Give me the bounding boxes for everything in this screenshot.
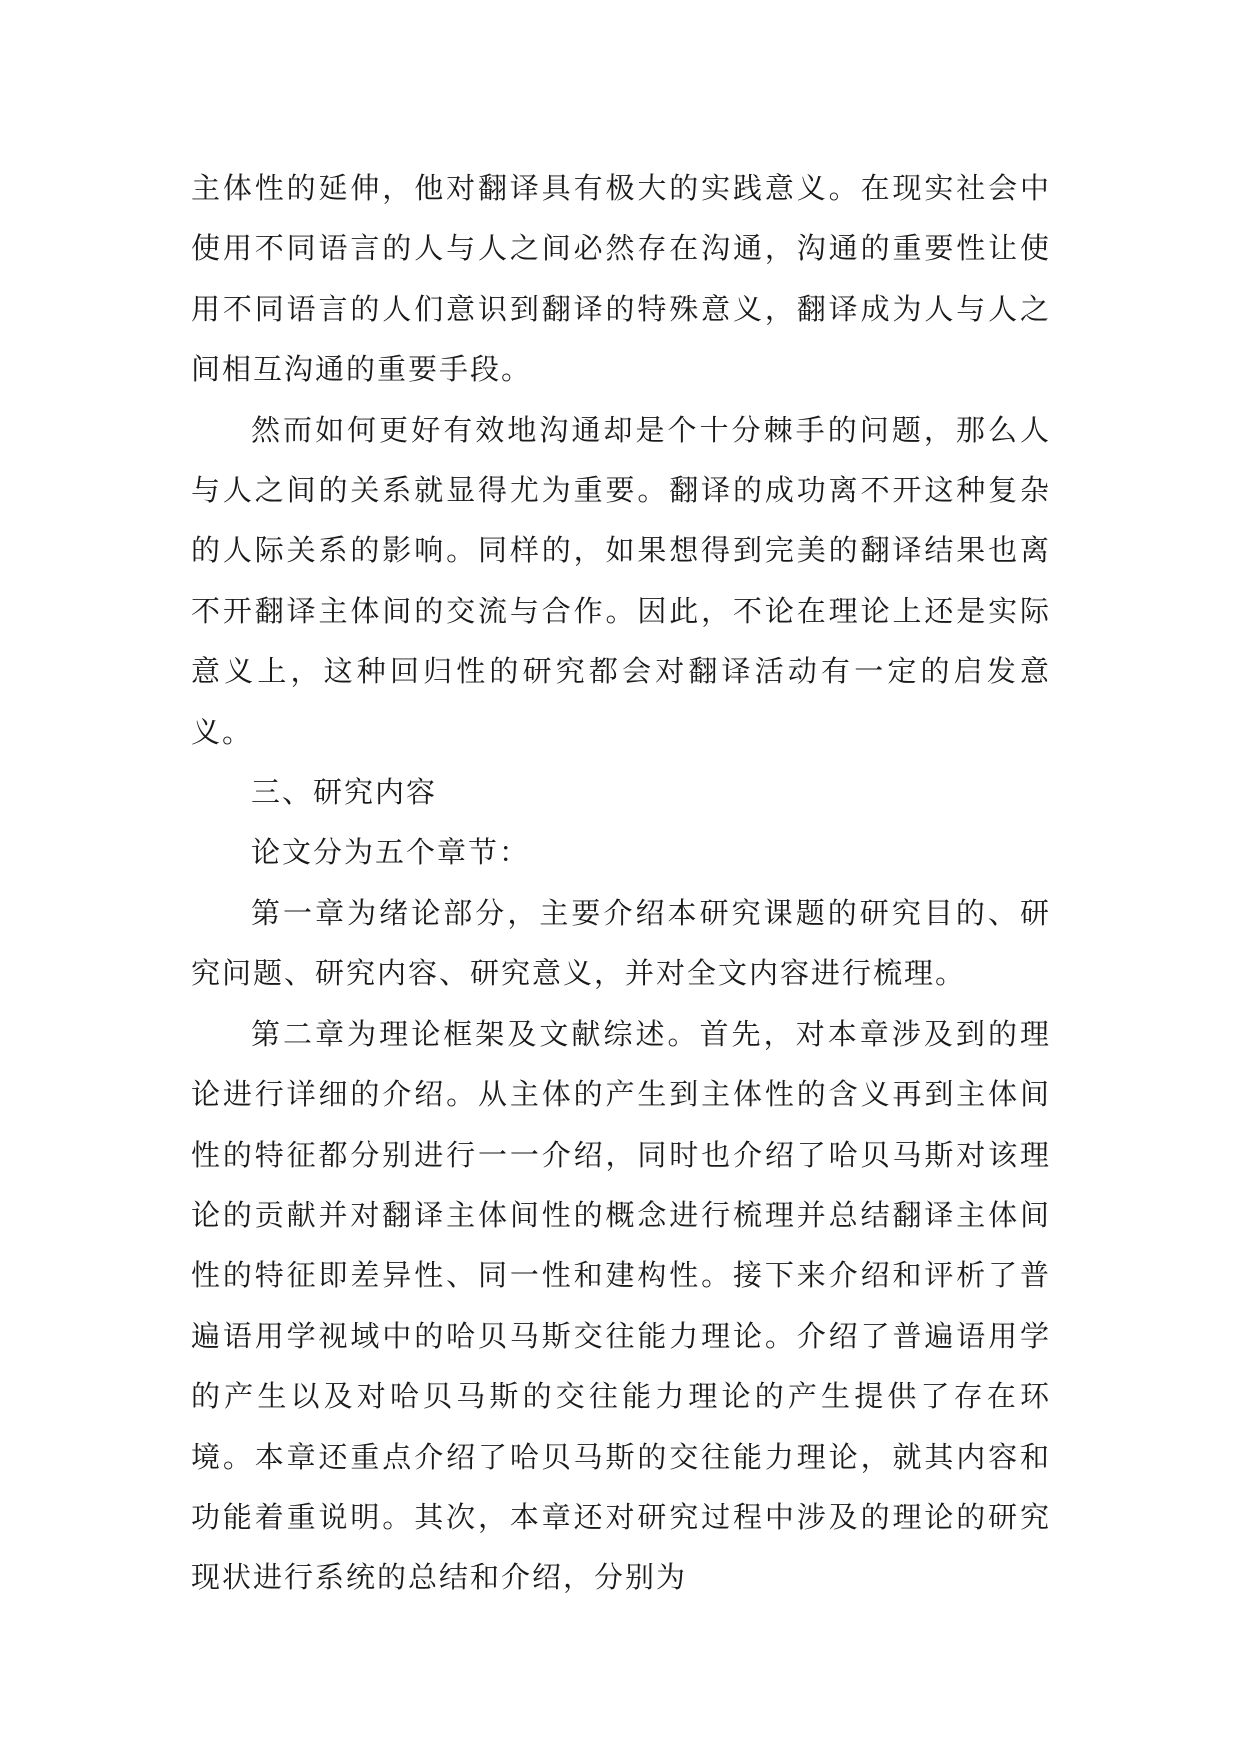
paragraph-chapter-1: 第一章为绪论部分，主要介绍本研究课题的研究目的、研究问题、研究内容、研究意义，并对全文内容进行梳理。 (191, 895, 1051, 991)
paragraph-1: 主体性的延伸，他对翻译具有极大的实践意义。在现实社会中使用不同语言的人与人之间必然存在沟通，沟通的重要性让使用不同语言的人们意识到翻译的特殊意义，翻译成为人与人之间相互沟通的重要手段。 (191, 171, 1051, 387)
section-heading: 三、研究内容 (251, 775, 438, 810)
paragraph-chapter-2: 第二章为理论框架及文献综述。首先，对本章涉及到的理论进行详细的介绍。从主体的产生到主体性的含义再到主体间性的特征都分别进行一一介绍，同时也介绍了哈贝马斯对该理论的贡献并对翻译主体间性的概念进行梳理并总结翻译主体间性的特征即差异性、同一性和建构性。接下来介绍和评析了普遍语用学视域中的哈贝马斯交往能力理论。介绍了普遍语用学的产生以及对哈贝马斯的交往能力理论的产生提供了存在环境。本章还重点介绍了哈贝马斯的交往能力理论，就其内容和功能着重说明。其次，本章还对研究过程中涉及的理论的研究现状进行系统的总结和介绍，分别为 (191, 1016, 1051, 1595)
paragraph-2: 然而如何更好有效地沟通却是个十分棘手的问题，那么人与人之间的关系就显得尤为重要。翻译的成功离不开这种复杂的人际关系的影响。同样的，如果想得到完美的翻译结果也离不开翻译主体间的交流与合作。因此，不论在理论上还是实际意义上，这种回归性的研究都会对翻译活动有一定的启发意义。 (191, 412, 1051, 749)
body-text (191, 158, 1051, 1608)
paragraph-chapters-intro: 论文分为五个章节： (251, 835, 531, 870)
